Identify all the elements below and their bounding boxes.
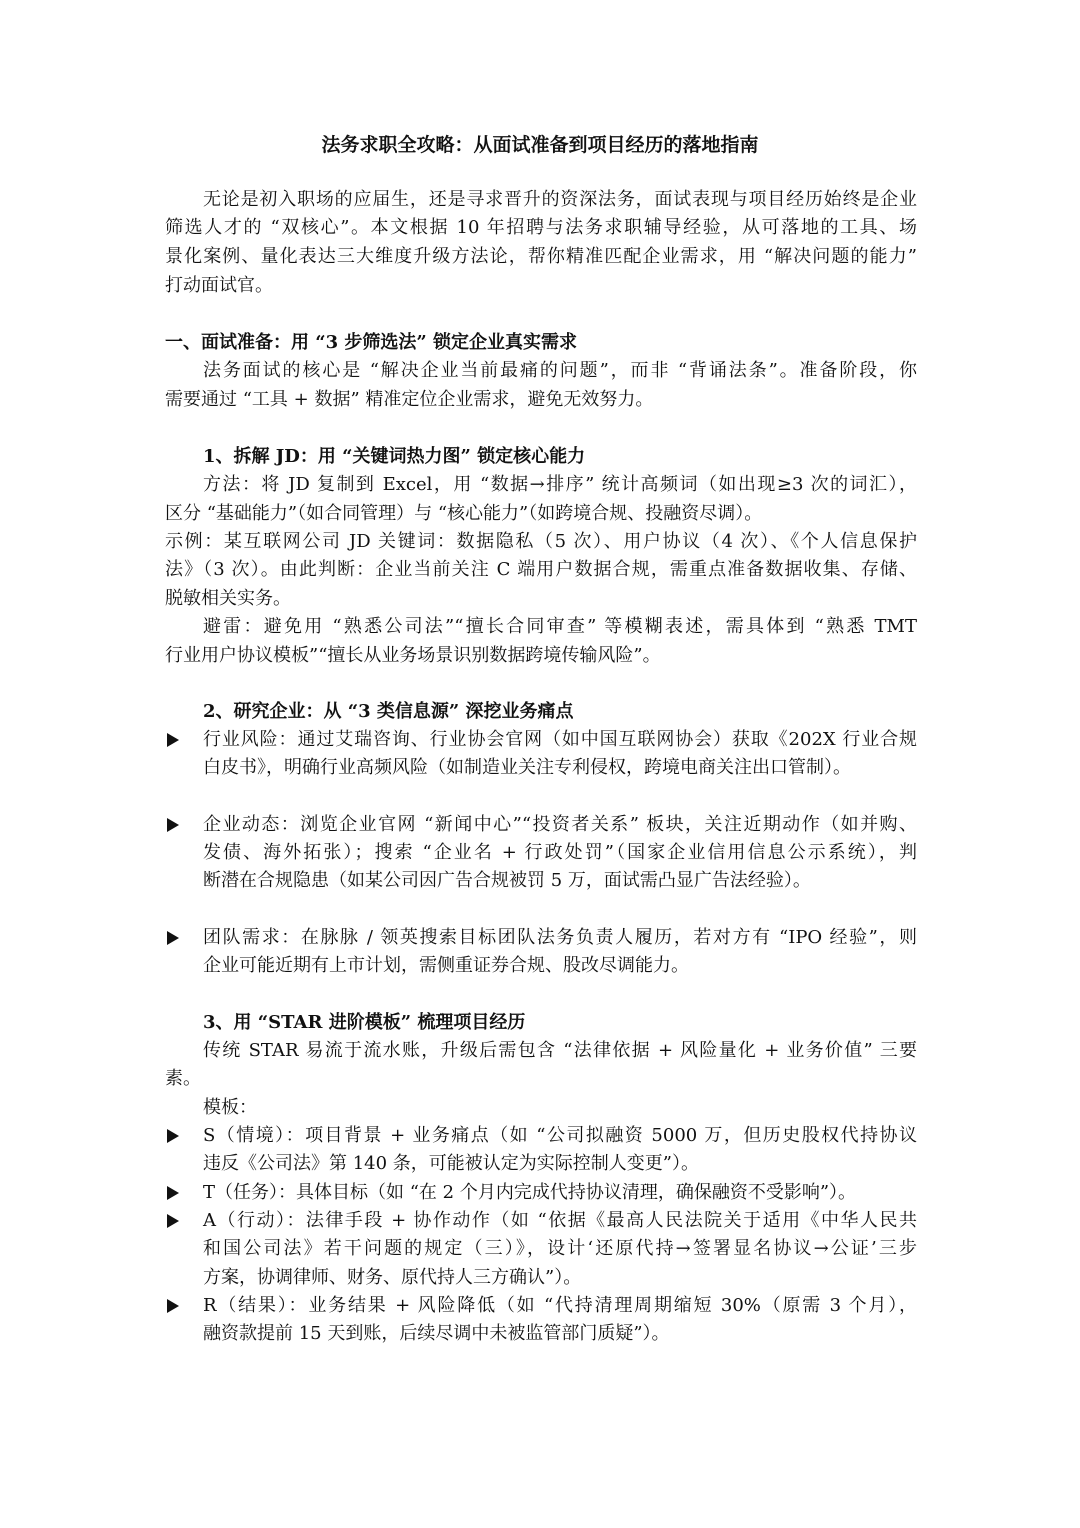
- bullet-arrow-icon: [167, 733, 179, 747]
- bullet-arrow-icon: [167, 1214, 179, 1228]
- bullet-line: 和国公司法》若干问题的规定（三）》，设计‘还原代持→签署显名协议→公证’三步: [203, 1238, 917, 1259]
- bullet-line: 白皮书》，明确行业高频风险（如制造业关注专利侵权，跨境电商关注出口管制）。: [203, 757, 851, 778]
- bullet-line: T（任务）：具体目标（如 “在 2 个月内完成代持协议清理，确保融资不受影响”）。: [203, 1182, 857, 1203]
- method-line: 区分 “基础能力”（如合同管理）与 “核心能力”（如跨境合规、投融资尽调）。: [165, 503, 763, 524]
- example-line: 示例：某互联网公司 JD 关键词：数据隐私（5 次）、用户协议（4 次）、《个人信息保护: [165, 531, 917, 552]
- bullet-line: 融资款提前 15 天到账，后续尽调中未被监管部门质疑”）。: [203, 1323, 670, 1344]
- bullet-line: S（情境）：项目背景 + 业务痛点（如 “公司拟融资 5000 万，但历史股权代持协议: [203, 1125, 917, 1146]
- avoid-line: 行业用户协议模板”“擅长从业务场景识别数据跨境传输风险”。: [165, 645, 661, 666]
- document-title: 法务求职全攻略：从面试准备到项目经历的落地指南: [321, 134, 759, 156]
- paragraph-line: 素。: [165, 1068, 201, 1089]
- bullet-line: 企业可能近期有上市计划，需侧重证券合规、股改尽调能力。: [203, 955, 689, 976]
- paragraph-line: 需要通过 “工具 + 数据” 精准定位企业需求，避免无效努力。: [165, 389, 654, 410]
- intro-line: 无论是初入职场的应届生，还是寻求晋升的资深法务，面试表现与项目经历始终是企业: [203, 189, 917, 210]
- bullet-line: 企业动态：浏览企业官网 “新闻中心”“投资者关系” 板块，关注近期动作（如并购、: [203, 814, 917, 835]
- intro-line: 筛选人才的 “双核心”。本文根据 10 年招聘与法务求职辅导经验，从可落地的工具、场: [165, 217, 917, 238]
- paragraph-line: 传统 STAR 易流于流水账，升级后需包含 “法律依据 + 风险量化 + 业务价值” 三要: [203, 1040, 917, 1061]
- example-line: 法》（3 次）。由此判断：企业当前关注 C 端用户数据合规，需重点准备数据收集、存储、: [165, 559, 917, 580]
- template-label: 模板：: [203, 1097, 257, 1118]
- bullet-arrow-icon: [167, 1299, 179, 1313]
- subheading-research: 2、研究企业：从 “3 类信息源” 深挖业务痛点: [203, 701, 574, 722]
- bullet-line: 团队需求：在脉脉 / 领英搜索目标团队法务负责人履历，若对方有 “IPO 经验”，则: [203, 927, 917, 948]
- bullet-line: A（行动）：法律手段 + 协作动作（如 “依据《最高人民法院关于适用《中华人民共: [203, 1210, 917, 1231]
- bullet-line: 违反《公司法》第 140 条，可能被认定为实际控制人变更”）。: [203, 1153, 699, 1174]
- bullet-line: 方案，协调律师、财务、原代持人三方确认”）。: [203, 1267, 582, 1288]
- bullet-arrow-icon: [167, 931, 179, 945]
- section-heading: 一、面试准备：用 “3 步筛选法” 锁定企业真实需求: [165, 332, 578, 353]
- bullet-line: 断潜在合规隐患（如某公司因广告合规被罚 5 万，面试需凸显广告法经验）。: [203, 870, 811, 891]
- bullet-arrow-icon: [167, 1186, 179, 1200]
- intro-line: 景化案例、量化表达三大维度升级方法论，帮你精准匹配企业需求，用 “解决问题的能力”: [165, 246, 917, 267]
- bullet-line: R（结果）：业务结果 + 风险降低（如 “代持清理周期缩短 30%（原需 3 个月），: [203, 1295, 917, 1316]
- subheading-star: 3、用 “STAR 进阶模板” 梳理项目经历: [203, 1012, 526, 1033]
- example-line: 脱敏相关实务。: [165, 588, 291, 609]
- bullet-line: 行业风险：通过艾瑞咨询、行业协会官网（如中国互联网协会）获取《202X 行业合规: [203, 729, 917, 750]
- paragraph-line: 法务面试的核心是 “解决企业当前最痛的问题”，而非 “背诵法条”。准备阶段，你: [203, 360, 917, 381]
- bullet-arrow-icon: [167, 1129, 179, 1143]
- intro-line: 打动面试官。: [165, 275, 273, 296]
- subheading-jd: 1、拆解 JD：用 “关键词热力图” 锁定核心能力: [203, 446, 586, 467]
- avoid-line: 避雷：避免用 “熟悉公司法”“擅长合同审查” 等模糊表述，需具体到 “熟悉 TMT: [203, 616, 917, 637]
- method-line: 方法：将 JD 复制到 Excel，用 “数据→排序” 统计高频词（如出现≥3 次的词汇），: [203, 474, 917, 495]
- bullet-arrow-icon: [167, 818, 179, 832]
- bullet-line: 发债、海外拓张）；搜索 “企业名 + 行政处罚”（国家企业信用信息公示系统），判: [203, 842, 917, 863]
